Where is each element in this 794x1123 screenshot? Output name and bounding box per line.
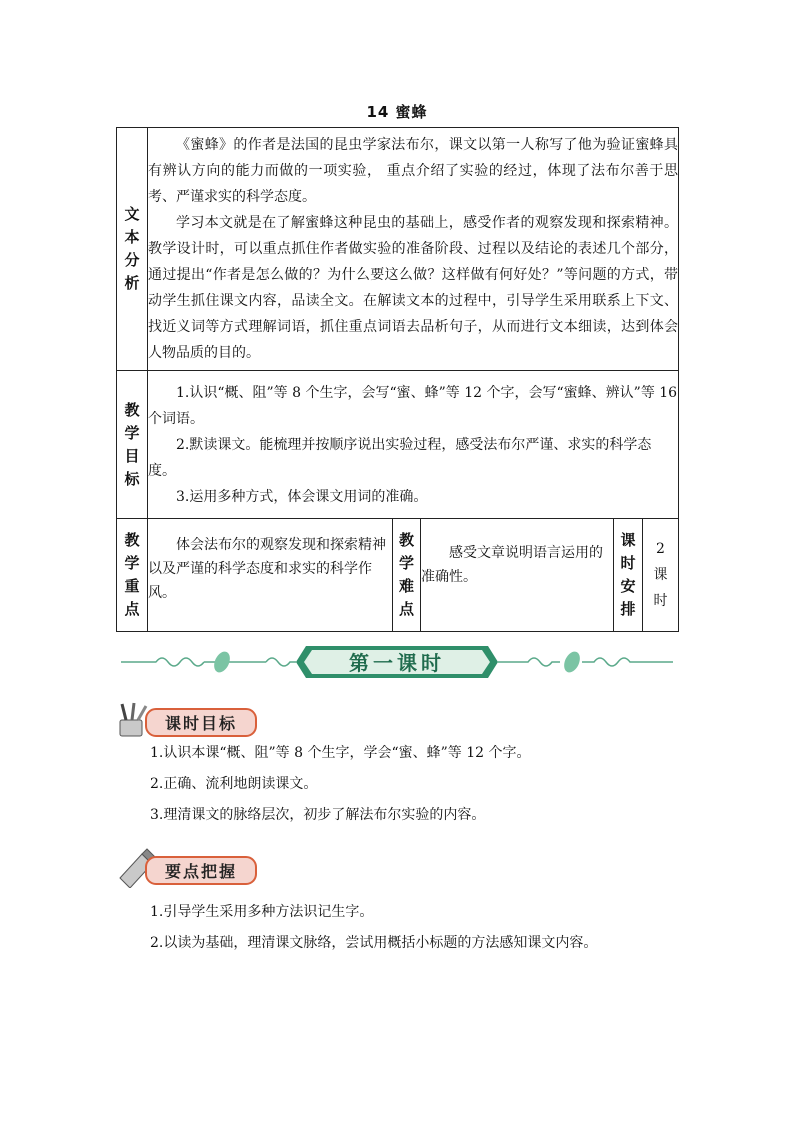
lesson-title: 14 蜜蜂 [366, 103, 428, 121]
text-analysis-header: 文本分析 [124, 205, 140, 292]
teaching-goal-item: 2.默读课文。能梳理并按顺序说出实验过程，感受法布尔严谨、求实的科学态度。 [148, 436, 652, 479]
teaching-goals-header: 教学目标 [124, 400, 140, 488]
key-grasp-item: 1.引导学生采用多种方法识记生字。 [150, 904, 374, 920]
schedule-header-cell [614, 519, 643, 632]
lesson-goal-item: 1.认识本课“概、阻”等 8 个生字，学会“蜜、蜂”等 12 个字。 [150, 745, 531, 761]
schedule-header: 课时安排 [620, 531, 636, 618]
key-grasp-item: 2.以读为基础，理清课文脉络，尝试用概括小标题的方法感知课文内容。 [150, 935, 598, 951]
text-analysis-paragraph: 学习本文就是在了解蜜蜂这种昆虫的基础上，感受作者的观察发现和探索精神。教学设计时，可以重点抓住作者做实验的准备阶段、过程以及结论的表述几个部分，通过提出“作者是怎么做的？为什么要这么做？这样做有何好处？”等问题的方式，带动学生抓住课文内容，品读全文。在解读文本的过程中，引导学生采用联系上下文、找近义词等方式理解词语，抓住重点词语去品析句子，从而进行文本细读，达到体会人物品质的目的。 [148, 215, 679, 361]
lesson-banner [116, 640, 678, 684]
teaching-goals-header-cell [117, 371, 148, 519]
teaching-goals-content [148, 371, 679, 519]
lesson-goals-list [150, 743, 531, 825]
lesson-goal-item: 3.理清课文的脉络层次，初步了解法布尔实验的内容。 [150, 807, 486, 823]
lesson-goals-badge [116, 702, 261, 740]
key-grasp-list [150, 902, 597, 953]
key-points-content: 体会法布尔的观察发现和探索精神以及严谨的科学态度和求实的科学作风。 [148, 519, 393, 632]
pencils-icon [120, 703, 146, 736]
text-analysis-header-cell [117, 128, 148, 371]
banner-title: 第一课时 [349, 651, 445, 675]
key-grasp-badge-label: 要点把握 [164, 862, 238, 881]
text-analysis-paragraph: 《蜜蜂》的作者是法国的昆虫学家法布尔，课文以第一人称写了他为验证蜜蜂具有辨认方向的能力而做的一项实验， 重点介绍了实验的经过，体现了法布尔善于思考、严谨求实的科学态度。 [148, 137, 679, 205]
lesson-goal-item: 2.正确、流利地朗读课文。 [150, 776, 318, 792]
lesson-plan-table [116, 127, 679, 632]
schedule-value: 2课时 [653, 541, 668, 609]
left-vine-decoration [121, 658, 296, 666]
lesson-goals-badge-label: 课时目标 [164, 714, 238, 733]
right-vine-decoration [498, 658, 673, 666]
difficulties-header: 教学难点 [398, 531, 414, 618]
key-points-header-cell [117, 519, 148, 632]
key-points-header: 教学重点 [124, 531, 140, 618]
teaching-goal-item: 3.运用多种方式，体会课文用词的准确。 [176, 488, 428, 505]
leaf-icon [561, 649, 583, 675]
text-analysis-content [148, 128, 679, 371]
difficulties-content: 感受文章说明语言运用的准确性。 [421, 519, 614, 632]
schedule-value-cell [643, 519, 679, 632]
difficulties-header-cell [393, 519, 421, 632]
key-grasp-badge [116, 848, 261, 888]
teaching-goal-item: 1.认识“概、阻”等 8 个生字，会写“蜜、蜂”等 12 个字，会写“蜜蜂、辨认”等 16 个词语。 [148, 384, 678, 427]
